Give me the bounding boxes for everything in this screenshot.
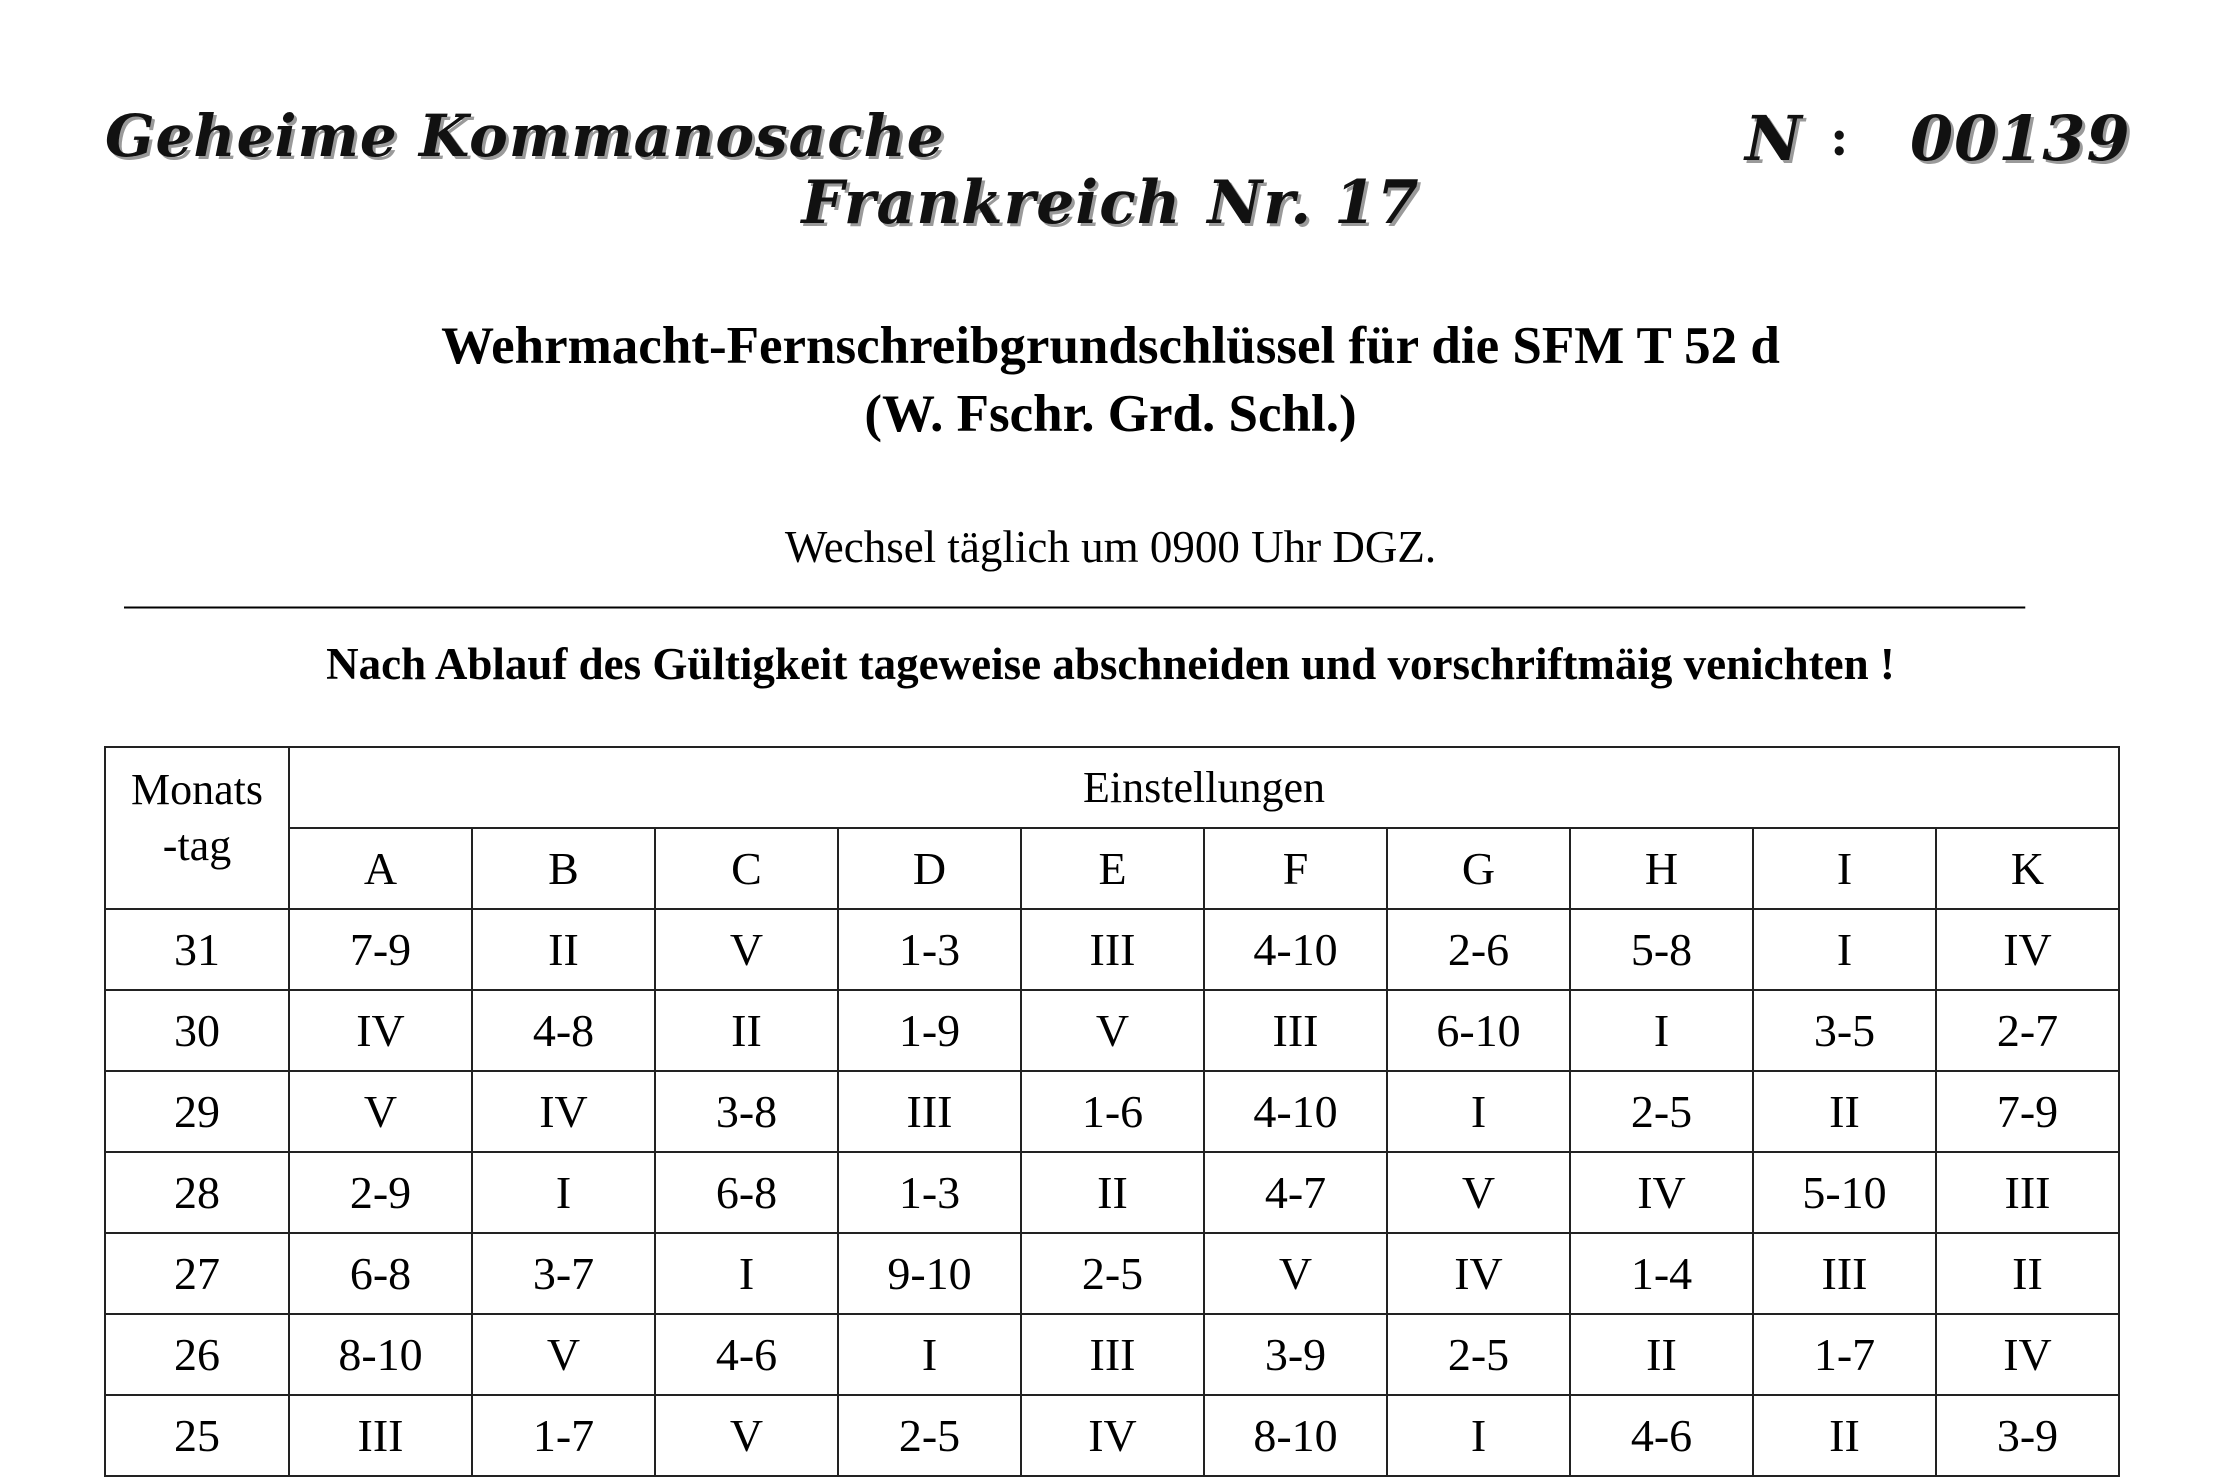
region-number: Nr. 17: [1207, 168, 1420, 238]
column-header: H: [1570, 828, 1753, 909]
day-cell: 29: [105, 1071, 289, 1152]
setting-cell: 4-6: [655, 1314, 838, 1395]
column-header: E: [1021, 828, 1204, 909]
setting-cell: V: [289, 1071, 472, 1152]
setting-cell: 1-3: [838, 1152, 1021, 1233]
setting-cell: 2-5: [838, 1395, 1021, 1476]
setting-cell: 7-9: [1936, 1071, 2119, 1152]
day-cell: 28: [105, 1152, 289, 1233]
setting-cell: II: [1753, 1395, 1936, 1476]
day-header-line1: Monats: [131, 765, 263, 814]
key-settings-table: [104, 746, 2120, 1477]
column-header: B: [472, 828, 655, 909]
column-header: D: [838, 828, 1021, 909]
setting-cell: IV: [1570, 1152, 1753, 1233]
setting-cell: I: [1570, 990, 1753, 1071]
setting-cell: 2-7: [1936, 990, 2119, 1071]
setting-cell: 1-6: [1021, 1071, 1204, 1152]
table-row: [105, 1071, 2119, 1152]
setting-cell: 1-7: [1753, 1314, 1936, 1395]
day-column-header: [105, 747, 289, 909]
region-heading: [0, 168, 2221, 238]
table-row: [105, 990, 2119, 1071]
setting-cell: 4-10: [1204, 909, 1387, 990]
setting-cell: II: [1753, 1071, 1936, 1152]
setting-cell: IV: [1387, 1233, 1570, 1314]
setting-cell: 1-9: [838, 990, 1021, 1071]
setting-cell: 7-9: [289, 909, 472, 990]
setting-cell: I: [1753, 909, 1936, 990]
setting-cell: I: [472, 1152, 655, 1233]
column-header: G: [1387, 828, 1570, 909]
table-row: [105, 1233, 2119, 1314]
setting-cell: II: [1936, 1233, 2119, 1314]
setting-cell: 6-10: [1387, 990, 1570, 1071]
setting-cell: V: [655, 909, 838, 990]
setting-cell: IV: [1936, 1314, 2119, 1395]
setting-cell: I: [1387, 1395, 1570, 1476]
column-header: A: [289, 828, 472, 909]
day-cell: 26: [105, 1314, 289, 1395]
setting-cell: 2-5: [1021, 1233, 1204, 1314]
day-cell: 30: [105, 990, 289, 1071]
setting-cell: II: [1570, 1314, 1753, 1395]
setting-cell: 2-6: [1387, 909, 1570, 990]
serial-label: N: [1745, 102, 1803, 175]
table-column-header-row: [105, 828, 2119, 909]
setting-cell: II: [1021, 1152, 1204, 1233]
setting-cell: IV: [289, 990, 472, 1071]
setting-cell: 1-4: [1570, 1233, 1753, 1314]
classification-heading: Geheime Kommanosache: [105, 102, 945, 170]
table-group-header-row: [105, 747, 2119, 828]
setting-cell: 3-8: [655, 1071, 838, 1152]
setting-cell: 3-5: [1753, 990, 1936, 1071]
setting-cell: 4-10: [1204, 1071, 1387, 1152]
setting-cell: 9-10: [838, 1233, 1021, 1314]
day-header-line2: -tag: [162, 821, 232, 871]
setting-cell: 6-8: [289, 1233, 472, 1314]
region-name: Frankreich: [801, 168, 1182, 238]
day-cell: 27: [105, 1233, 289, 1314]
setting-cell: 5-8: [1570, 909, 1753, 990]
setting-cell: I: [655, 1233, 838, 1314]
table-row: [105, 1395, 2119, 1476]
table-row: [105, 1152, 2119, 1233]
setting-cell: 4-8: [472, 990, 655, 1071]
setting-cell: IV: [472, 1071, 655, 1152]
cut-line-divider: ––––––––––––––––––––––––––––––––––––––––––––––––––––––––––––––––––––––––––––––––––––––––––––––––––––: [124, 581, 2024, 626]
setting-cell: 6-8: [655, 1152, 838, 1233]
setting-cell: IV: [1021, 1395, 1204, 1476]
setting-cell: V: [1021, 990, 1204, 1071]
setting-cell: 2-9: [289, 1152, 472, 1233]
setting-cell: II: [472, 909, 655, 990]
setting-cell: 1-7: [472, 1395, 655, 1476]
table-row: [105, 1314, 2119, 1395]
setting-cell: 1-3: [838, 909, 1021, 990]
setting-cell: V: [655, 1395, 838, 1476]
column-header: F: [1204, 828, 1387, 909]
serial-number: 00139: [1910, 102, 2131, 175]
setting-cell: I: [838, 1314, 1021, 1395]
setting-cell: III: [1204, 990, 1387, 1071]
setting-cell: 2-5: [1387, 1314, 1570, 1395]
setting-cell: IV: [1936, 909, 2119, 990]
setting-cell: V: [472, 1314, 655, 1395]
column-header: C: [655, 828, 838, 909]
serial-separator: :: [1830, 108, 1850, 167]
setting-cell: V: [1204, 1233, 1387, 1314]
day-cell: 31: [105, 909, 289, 990]
setting-cell: 4-7: [1204, 1152, 1387, 1233]
setting-cell: 3-9: [1204, 1314, 1387, 1395]
column-header: K: [1936, 828, 2119, 909]
table-row: [105, 909, 2119, 990]
setting-cell: 8-10: [289, 1314, 472, 1395]
setting-cell: V: [1387, 1152, 1570, 1233]
document-title: Wehrmacht-Fernschreibgrundschlüssel für die SFM T 52 d: [441, 317, 1780, 375]
destruction-instruction: Nach Ablauf des Gültigkeit tageweise abschneiden und vorschriftmäig venichten !: [326, 639, 1895, 689]
setting-cell: III: [1936, 1152, 2119, 1233]
setting-cell: II: [655, 990, 838, 1071]
setting-cell: 2-5: [1570, 1071, 1753, 1152]
setting-cell: III: [838, 1071, 1021, 1152]
change-note: Wechsel täglich um 0900 Uhr DGZ.: [784, 522, 1437, 572]
column-header: I: [1753, 828, 1936, 909]
setting-cell: III: [1021, 1314, 1204, 1395]
setting-cell: III: [1753, 1233, 1936, 1314]
setting-cell: 3-9: [1936, 1395, 2119, 1476]
setting-cell: I: [1387, 1071, 1570, 1152]
setting-cell: III: [289, 1395, 472, 1476]
setting-cell: 3-7: [472, 1233, 655, 1314]
setting-cell: 5-10: [1753, 1152, 1936, 1233]
document-subtitle: (W. Fschr. Grd. Schl.): [864, 385, 1357, 443]
setting-cell: 4-6: [1570, 1395, 1753, 1476]
day-cell: 25: [105, 1395, 289, 1476]
setting-cell: III: [1021, 909, 1204, 990]
settings-group-header: Einstellungen: [289, 747, 2119, 828]
setting-cell: 8-10: [1204, 1395, 1387, 1476]
